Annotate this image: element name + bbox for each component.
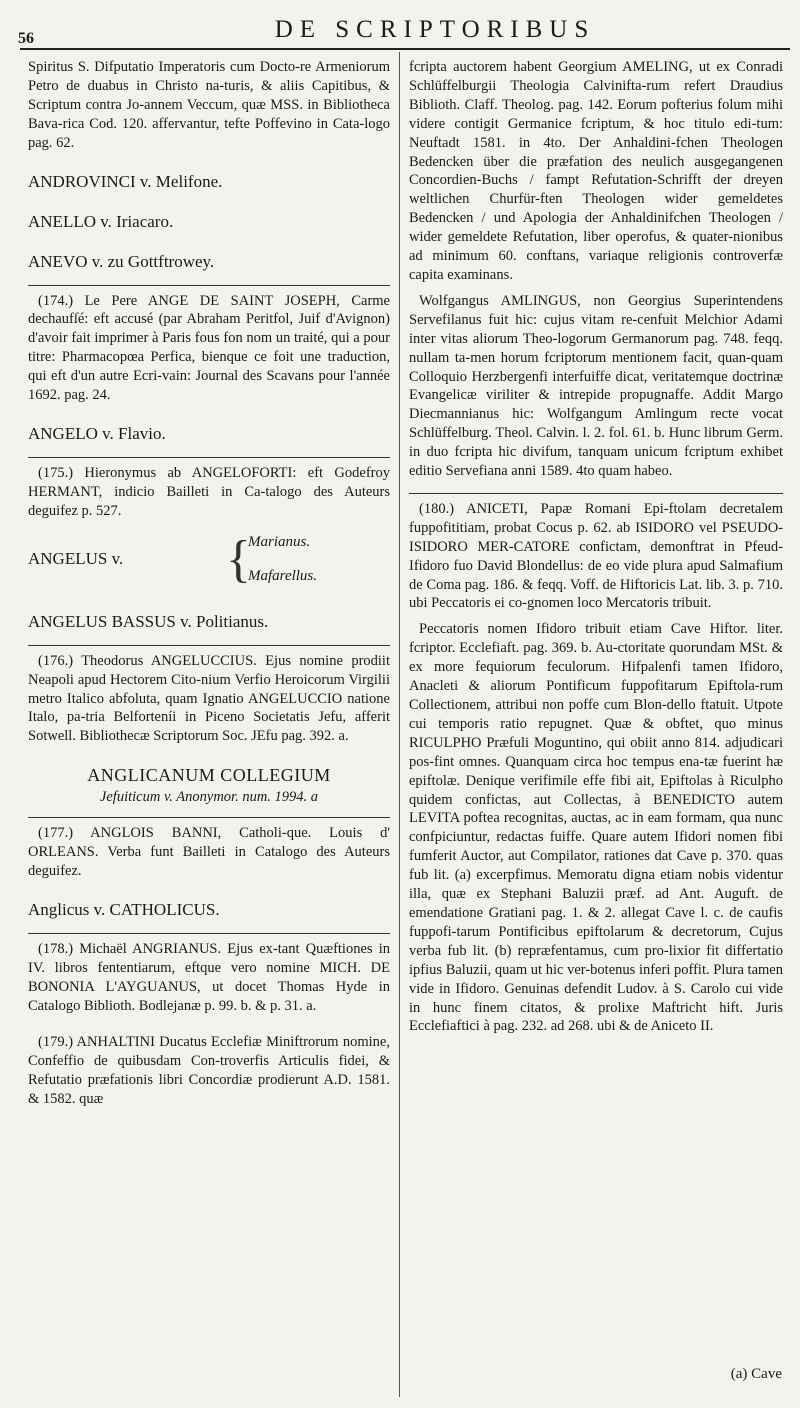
catchword: (a) Cave xyxy=(730,1366,782,1382)
section-heading: ANGLICANUM COLLEGIUM xyxy=(87,765,331,786)
entry-177: (177.) ANGLOIS BANNI, Catholi-que. Louis d' ORLEANS. Verba funt Bailleti in Catalogo des Auteurs deguifez. xyxy=(28,825,390,879)
brace-item: Marianus. xyxy=(248,533,311,550)
entry-rule xyxy=(28,285,390,286)
brace-item: Mafarellus. xyxy=(248,567,318,584)
entry-rule xyxy=(28,457,390,458)
cross-reference: ANGELO v. Flavio. xyxy=(28,423,166,443)
entry-176: (176.) Theodorus ANGELUCCIUS. Ejus nomine prodiit Neapoli apud Hectorem Cito-nium Verfio Heroicorum Virgilii metro Italico abfoluta, quam Ignatio ANGELUCCIO natione Italo, pa-tria Belforteníi in Piceno Societatis Jefu, afferit Sotwell. Bibliothecæ Scriptorum Soc. JEfu pag. 392. a. xyxy=(28,652,390,745)
page-number: 56 xyxy=(18,30,34,47)
page-header xyxy=(0,10,800,48)
entry-180: (180.) ANICETI, Papæ Romani Epi-ftolam decretalem fuppofititiam, probat Cocus p. 62. ab ISIDORO vel PSEUDO-ISIDORO MER-CATORE confictam, demonftrat in Pfeud-Ifidoro fuo David Blondellus: de eo vide plura apud Salmafium de Coma pag. 186. & feqq. Voff. de Hiftoricis Lat. lib. 3. p. 710. ubi Peccatoris ei co-gnomen loco Mercatoris tribuit. xyxy=(409,500,783,612)
cross-reference: ANELLO v. Iriacaro. xyxy=(28,211,174,231)
paragraph: Peccatoris nomen Ifidoro tribuit etiam Cave Hiftor. liter. fcriptor. Ecclefiaft. pag. 369. b. Au-ctoritate quorundam MSt. & ex more fequiorum feculorum. Hifpalenfi tamen Ifidoro, Anacleti & aliorum Pontificum fuppofitarum Epiftola-rum Collectionem, attribui non poffe cum Blon-dello ftatuit. Utpote cui temporis ratio repugnet. Quæ & obftet, quo minus RICULPHO Præfuli Moguntino, qui obiit anno 814. adjudicari pos-fint omnes. Quanquam circa hoc tempus ena-tæ fuerint hæ epiftolæ. Denique verifimile effe fibi ait, Epiftolas à Riculpho quidem confictas, aut Collectas, à BENEDICTO autem LEVITA poftea recognitas, auctas, ac in eam formam, qua nunc confpiciuntur, redactas fuiffe. Quare autem Ifidori nomen fibi fumferit Auctor, aut Compilator, rationes dat Cave p. 370. quas fub lit. (a) excerpfimus. Memoratu digna etiam nobis videntur illa, quæ ex Stephani Baluzii præf. ad Ant. Auguft. de emendatione Gratiani pag. 1. & 2. allegat Cave l. c. de caufis fuppofi-tarum Pontificibus epiftolarum & decretorum, Cujus verba fub lit. (b) repræfentamus, cum pro-lixior fit differtatio ipfius Baluzii, quam ut hic ver-botenus inferi poffit. Plura tamen vide in Ifidoro. Genuinas defendit Ludov. à S. Carolo cui vide in hunc finem citatos, & prolixe Maftricht hift. Juris Ecclefiaftici à pag. 232. ad 268. ubi & de Aniceto II. xyxy=(409,621,783,1035)
entry-rule xyxy=(28,645,390,646)
paragraph: Spiritus S. Difputatio Imperatoris cum Docto-re Armeniorum Petro de duabus in Christo na-turis, & aliis Capitibus, & Scriptum contra Jo-annem Veccum, quæ MSS. in Bibliotheca Bava-rica Cod. 120. affervantur, tefte Poffevino in Cata-logo pag. 62. xyxy=(28,59,390,151)
cross-reference: ANEVO v. zu Gottftrowey. xyxy=(28,251,215,271)
entry-rule xyxy=(28,933,390,934)
cross-reference: Jefuiticum v. Anonymor. num. 1994. a xyxy=(99,789,319,806)
brace-reference xyxy=(28,531,390,593)
paragraph: Wolfgangus AMLINGUS, non Georgius Superintendens Servefilanus fuit hic: cujus vitam re-cenfuit Melchior Adami inter vitas aliorum Theo-logorum Germanorum pag. 748. feqq. nullam ta-men horum fcriptorum mentionem facit, quan-quam Colloquio Herzbergenfi interfuiffe dicat, veritatemque doctrinæ Evangelicæ viriliter & intrepide propugnaffe. Addit Margo Diecmannianus hic: Wolfgangum Amlingum recte vocat Schlüffelburg. Theol. Calvin. l. 2. fol. 61. b. Hunc librum Germ. in duo fcripta hic divifum, tanquam unicum fcriptum exhibet editio Servefiana anni 1589. 4to quam habeo. xyxy=(409,292,783,480)
entry-rule xyxy=(409,493,783,494)
curly-brace-icon: { xyxy=(226,530,251,588)
entry-175: (175.) Hieronymus ab ANGELOFORTI: eft Godefroy HERMANT, indicio Bailleti in Ca-talogo des Auteurs deguifez p. 527. xyxy=(28,464,390,519)
cross-reference: Anglicus v. CATHOLICUS. xyxy=(28,899,220,919)
entry-179: (179.) ANHALTINI Ducatus Ecclefiæ Miniftrorum nomine, Confeffio de quibusdam Con-troverfis Articulis fidei, & Refutatio præfationis libri Concordiæ prodierunt A.D. 1581. & 1582. quæ xyxy=(28,1034,390,1108)
brace-label: ANGELUS v. xyxy=(28,548,124,568)
paragraph: fcripta auctorem habent Georgium AMELING, ut ex Conradi Schlüffelburgii Theologia Calvinifta-rum refert Draudius Biblioth. Claff. Theolog. pag. 142. Eorum pofterius folum mihi videre contigit Germanice fcriptum, & hoc titulo edi-tum: Neuftadt 1581. in 4to. Der Anhaldini-fchen Theologen Bedencken über die præfation des neulich ausgegangenen Concordien-Buchs / fampt Refutation-Schrifft der dreyen weltlichen Churfür-ften Theologen wider gemeldetes Bedencken / und Apologia der Anhaldinifchen Theologen / wider gemeldete Refutation, liber operofus, & quater-nionibus ad minimum 60. conftans, variaque religionis controverfæ capita examinans. xyxy=(409,59,783,283)
column-divider xyxy=(399,52,400,1397)
entry-rule xyxy=(28,817,390,818)
left-column xyxy=(28,58,390,1109)
entry-178: (178.) Michaël ANGRIANUS. Ejus ex-tant Quæftiones in IV. libros fententiarum, eftque vero nomine MICH. DE BONONIA L'AYGUANUS, ut docet Thomas Hyde in Catalogo Biblioth. Bodlejanæ p. 99. b. & p. 31. a. xyxy=(28,940,390,1014)
cross-reference: ANGELUS BASSUS v. Politianus. xyxy=(28,611,269,631)
header-rule xyxy=(20,48,790,50)
running-title: DE SCRIPTORIBUS xyxy=(274,16,596,43)
entry-174: (174.) Le Pere ANGE DE SAINT JOSEPH, Carme dechaufſé: eft accusé (par Abraham Peritfol, Juif d'Avignon) d'avoir fait imprimer à Paris fous fon nom un traité, qui a pour titre: Pharmacopœa Perfica, bienque ce foit une traduction, qui eft d'un autre Ecri-vain: Journal des Scavans pour l'année 1692. pag. 24. xyxy=(28,292,390,404)
cross-reference: ANDROVINCI v. Melifone. xyxy=(28,171,223,191)
right-column xyxy=(409,58,783,1036)
